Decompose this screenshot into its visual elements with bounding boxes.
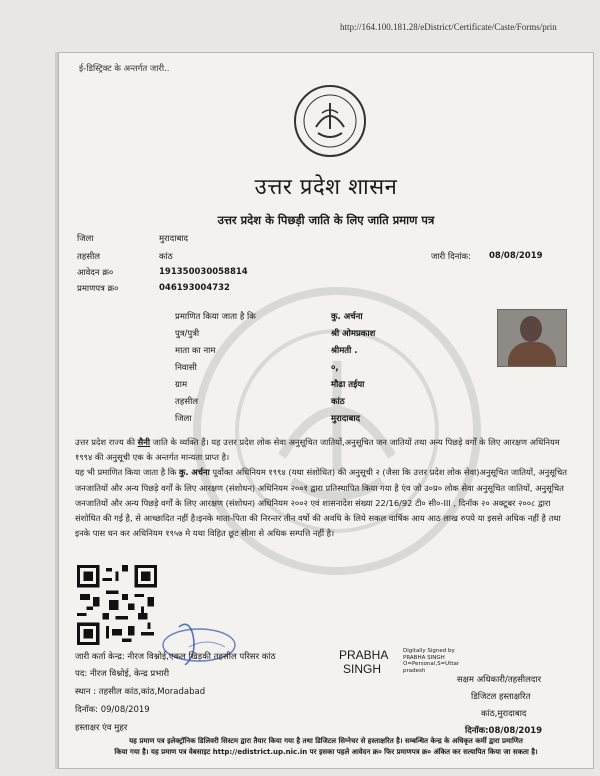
detail-label: निवासी — [175, 363, 197, 373]
browser-url: http://164.100.181.28/eDistrict/Certificate/Caste/Forms/prin — [340, 22, 557, 32]
qr-code-icon[interactable] — [77, 565, 157, 645]
signer-name-line-1: PRABHA — [339, 648, 389, 662]
detail-label: प्रमाणित किया जाता है कि — [175, 312, 256, 322]
application-value: 191350030058814 — [159, 267, 248, 277]
paragraph-declaration: यह भी प्रमाणित किया जाता है कि कु. अर्चना पूर्वोक्त अधिनियम १९९४ (यथा संशोधित) की अनुसूची २ (जैसा कि उत्तर प्रदेश लोक सेवा)अनुसूचित जातियों, अनुसूचित जनजातियों और अन्य पिछड़े वर्गों के लिए आरक्षण (संशोधन) अधिनियम २००१ द्वारा प्रतिस्थापित किया गया है एंव जो उ०प्र० लोक सेवा अनुसूचित जातियों, अनुसूचित जनजातियों और अन्य पिछड़े वर्गों के लिए आरक्षण (संशोधन) अधिनियम २००२ एवं शासनादेश संख्या 22/16/92 टी० सी०-III , दिनॉक २० अक्टूबर २००८ द्वारा संशोधित की गई है, से आच्छादित नहीं है।इनके माता-पिता की निरन्तर तीन वर्षो की अवधि के लिये सकल वार्षिक आय आठ लाख रुपये या इससे अधिक नहीं है तथा इनके पास धन कर अधिनियम १९५७ मे यथा विहित छूट सीमा से अधिक सम्पत्ति नहीं है। — [75, 467, 567, 539]
certificate-value: 046193004732 — [159, 283, 230, 293]
detail-value: ०, — [331, 363, 339, 373]
page-title: उत्तर प्रदेश शासन — [254, 175, 398, 200]
detail-value: श्रीमती . — [331, 346, 358, 356]
tehsil-value: कांठ — [159, 252, 173, 262]
certificate-sheet — [58, 52, 594, 769]
certificate-label: प्रमाणपत्र क्र० — [77, 284, 119, 294]
issue-date-right: दिनॉक:08/08/2019 — [465, 726, 543, 736]
paragraph-caste: उत्तर प्रदेश राज्य की सैनी जाति के व्यक्ति हैं। यह उत्तर प्रदेश लोक सेवा अनुसूचित जातियों,अनुसूचित जन जातियों तथा अन्य पिछड़े वर्गों के लिए आरक्षण अधिनियम १९९४ की अनुसूची एक के अन्तर्गत मान्यता प्राप्त है। — [75, 437, 560, 463]
certificate-body — [75, 435, 575, 541]
application-label: आवेदन क्र० — [77, 268, 114, 278]
signer-name-line-2: SINGH — [343, 662, 382, 676]
district-label: जिला — [77, 234, 94, 244]
issue-place: स्थान : तहसील कांठ,कांठ,Moradabad — [75, 687, 206, 697]
up-govt-emblem-icon — [292, 83, 368, 159]
issue-date-label: जारी दिनांक: — [431, 252, 471, 262]
applicant-photo — [497, 309, 567, 367]
digital-signed-label: डिजिटल हस्ताक्षरित — [471, 692, 531, 702]
applicant-name: कु. अर्चना — [178, 467, 210, 478]
detail-value: मुरादाबाद — [331, 414, 361, 424]
verification-note: यह प्रमाण पत्र इलेक्ट्रॉनिक डिलिवरी सिस्टम द्वारा तैयार किया गया है तथा डिजिटल सिग्नेचर से हस्ताक्षरित है। सम्बन्धित केन्द्र के अधिकृत कर्मी द्वारा प्रमाणित किया गया है। यह प्रमाण पत्र वेबसाइट http://edistrict.up.nic.in पर इसका पहले आवेदन क्र० फिर प्रमाणपत्र क्र० अंकित कर सत्यापित किया जा सकता है। — [114, 737, 538, 756]
district-value: मुरादाबाद — [159, 234, 189, 244]
detail-label: पुत्र/पुत्री — [175, 329, 200, 339]
issuer-post: पद: नीरज विश्नोई, केन्द्र प्रभारी — [75, 669, 170, 679]
detail-label: ग्राम — [175, 380, 188, 390]
detail-label: माता का नाम — [175, 346, 216, 356]
signature-label: हस्ताक्षर एंव मुहर — [75, 723, 128, 733]
tehsil-label: तहसील — [77, 252, 101, 262]
detail-value: कांठ — [331, 397, 345, 407]
detail-value: मौढा तईया — [331, 380, 365, 390]
caste-name: सैनी — [137, 437, 150, 447]
detail-label: तहसील — [175, 397, 199, 407]
detail-label: जिला — [175, 414, 192, 424]
digital-sign-text: Digitally Signed by PRABHA SINGH O=Personal,S=Uttar pradesh — [403, 648, 460, 674]
issuer-center: जारी कर्ता केन्द्र: नीरज विश्नोई,एकल खिड़की तहसील परिसर कांठ — [75, 652, 276, 662]
detail-value: श्री ओमप्रकाश — [331, 329, 376, 339]
officer-place: कांठ,मुरादाबाद — [481, 709, 527, 719]
certificate-subtitle: उत्तर प्रदेश के पिछड़ी जाति के लिए जाति प्रमाण पत्र — [217, 213, 435, 227]
district-tag: ई-डिस्ट्रिक्ट के अन्तर्गत जारी.. — [79, 64, 170, 74]
issue-date-value: 08/08/2019 — [489, 251, 543, 261]
detail-value: कु. अर्चना — [331, 312, 363, 322]
issue-date-left: दिनॉक: 09/08/2019 — [75, 705, 150, 715]
officer-title: सक्षम अधिकारी/तहसीलदार — [457, 675, 542, 685]
digital-signature-block — [339, 648, 460, 676]
